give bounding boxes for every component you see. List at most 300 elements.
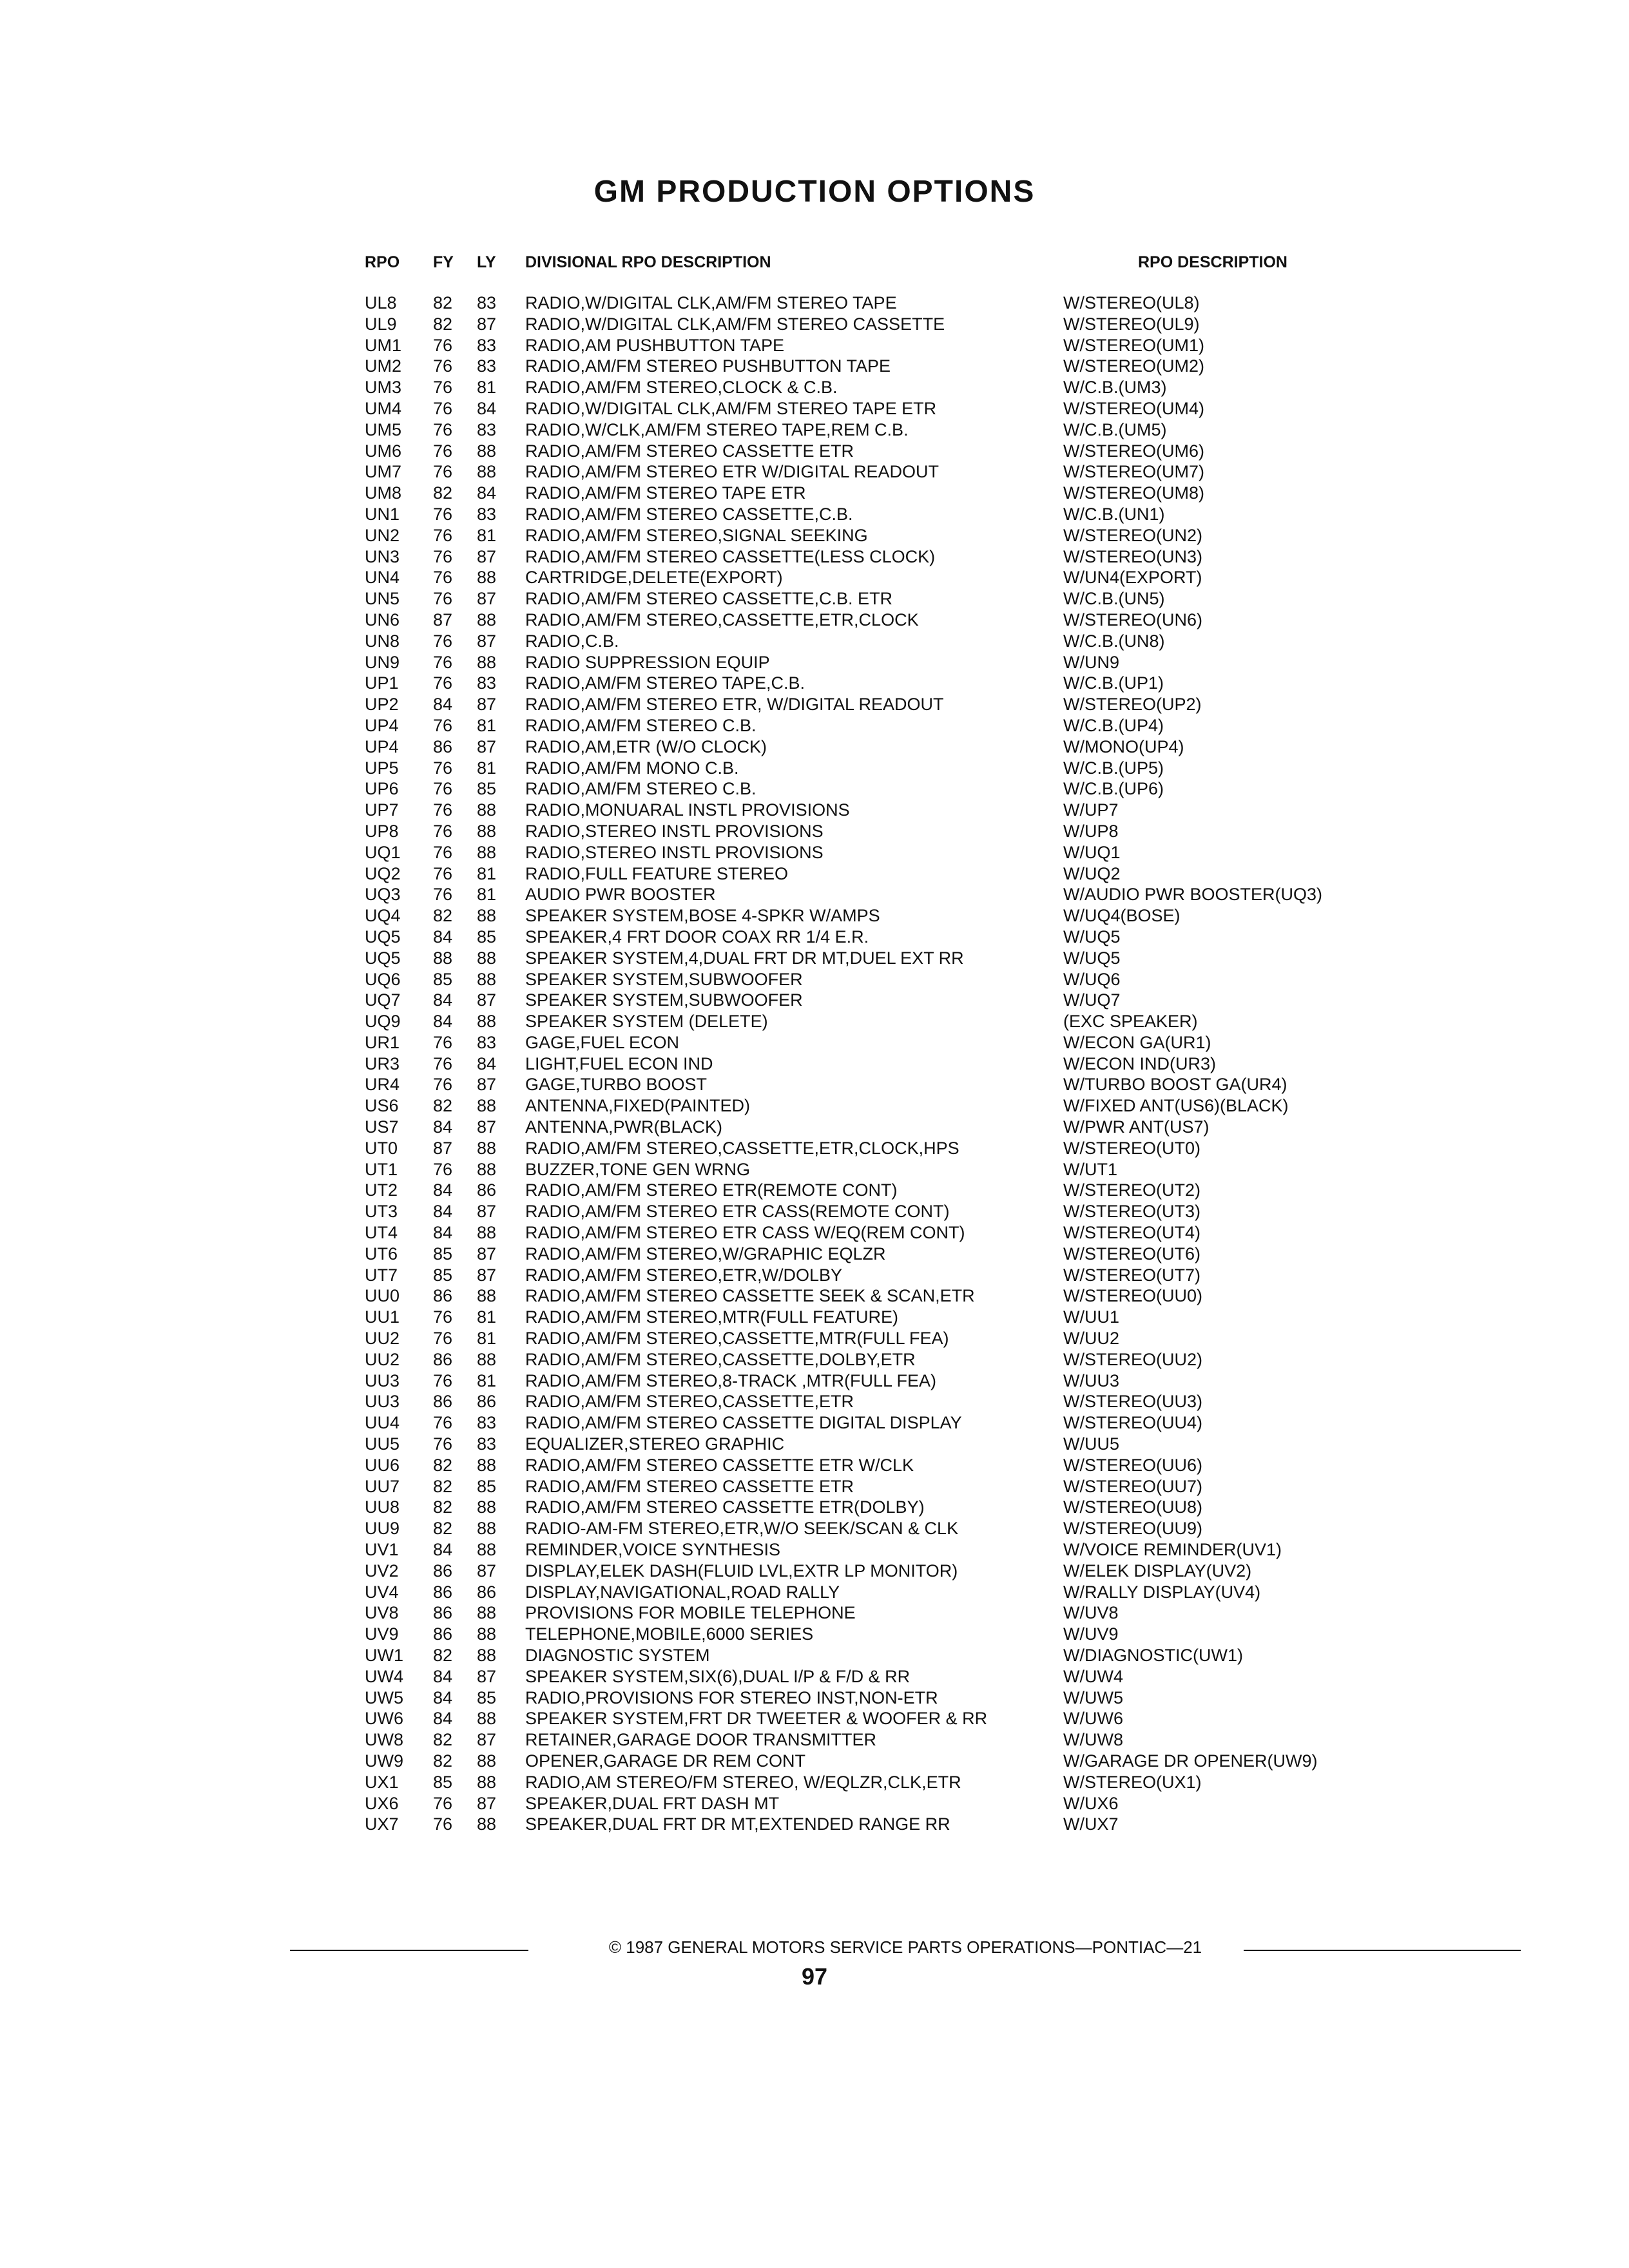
table-row xyxy=(0,1349,1629,1370)
cell-divisional-description: SPEAKER SYSTEM,BOSE 4-SPKR W/AMPS xyxy=(525,906,880,926)
cell-rpo-description: W/STEREO(UM6) xyxy=(1063,441,1204,461)
cell-ly: 83 xyxy=(477,1413,497,1433)
cell-rpo: UV8 xyxy=(365,1603,399,1623)
cell-rpo-description: W/C.B.(UM3) xyxy=(1063,378,1167,398)
cell-ly: 88 xyxy=(477,1624,497,1644)
cell-rpo-description: W/STEREO(UM2) xyxy=(1063,356,1204,376)
cell-divisional-description: RADIO,AM/FM STEREO TAPE,C.B. xyxy=(525,673,805,693)
cell-fy: 76 xyxy=(433,885,453,905)
cell-rpo-description: W/UN4(EXPORT) xyxy=(1063,568,1202,588)
cell-ly: 85 xyxy=(477,927,497,947)
cell-rpo-description: W/STEREO(UT6) xyxy=(1063,1244,1200,1264)
cell-rpo: UP4 xyxy=(365,736,399,756)
cell-fy: 84 xyxy=(433,927,453,947)
cell-divisional-description: RADIO,W/DIGITAL CLK,AM/FM STEREO CASSETTE xyxy=(525,314,945,334)
header-ly: LY xyxy=(477,253,496,271)
cell-fy: 84 xyxy=(433,695,453,715)
cell-divisional-description: EQUALIZER,STEREO GRAPHIC xyxy=(525,1434,785,1454)
cell-rpo-description: W/STEREO(UL9) xyxy=(1063,314,1200,334)
cell-divisional-description: RADIO,AM/FM STEREO,MTR(FULL FEATURE) xyxy=(525,1307,899,1327)
cell-rpo: UT4 xyxy=(365,1223,398,1243)
cell-rpo: US6 xyxy=(365,1096,399,1116)
cell-divisional-description: RADIO,AM/FM MONO C.B. xyxy=(525,758,739,778)
cell-rpo: UM3 xyxy=(365,378,402,398)
cell-rpo-description: W/STEREO(UM8) xyxy=(1063,483,1204,503)
cell-rpo: UQ6 xyxy=(365,969,401,989)
cell-divisional-description: RADIO,AM/FM STEREO,CASSETTE,ETR xyxy=(525,1392,854,1412)
cell-fy: 76 xyxy=(433,1075,453,1095)
cell-rpo: UX6 xyxy=(365,1793,399,1813)
table-row xyxy=(0,377,1629,398)
cell-rpo: UU7 xyxy=(365,1476,400,1496)
cell-fy: 86 xyxy=(433,1286,453,1306)
header-rpo-description: RPO DESCRIPTION xyxy=(1138,253,1287,271)
cell-divisional-description: DISPLAY,ELEK DASH(FLUID LVL,EXTR LP MONITOR) xyxy=(525,1561,958,1581)
table-row xyxy=(0,1455,1629,1476)
cell-divisional-description: RADIO,AM/FM STEREO CASSETTE ETR(DOLBY) xyxy=(525,1497,925,1517)
cell-rpo: UX7 xyxy=(365,1814,399,1834)
cell-fy: 82 xyxy=(433,1646,453,1665)
table-row xyxy=(0,483,1629,504)
cell-rpo: UW4 xyxy=(365,1666,403,1686)
table-row xyxy=(0,1708,1629,1729)
cell-divisional-description: PROVISIONS FOR MOBILE TELEPHONE xyxy=(525,1603,856,1623)
table-row xyxy=(0,1497,1629,1518)
cell-rpo-description: W/UV8 xyxy=(1063,1603,1119,1623)
cell-rpo: UN5 xyxy=(365,589,400,609)
table-row xyxy=(0,1561,1629,1582)
table-row xyxy=(0,863,1629,885)
cell-fy: 76 xyxy=(433,398,453,418)
cell-ly: 83 xyxy=(477,356,497,376)
cell-fy: 82 xyxy=(433,293,453,312)
table-row xyxy=(0,842,1629,863)
table-row xyxy=(0,1624,1629,1645)
table-row xyxy=(0,1307,1629,1328)
cell-ly: 88 xyxy=(477,1096,497,1116)
cell-rpo: UP4 xyxy=(365,715,399,735)
cell-rpo: US7 xyxy=(365,1117,399,1137)
cell-rpo-description: W/UV9 xyxy=(1063,1624,1119,1644)
page-title: GM PRODUCTION OPTIONS xyxy=(593,175,1036,209)
cell-rpo: UW8 xyxy=(365,1730,403,1750)
cell-ly: 84 xyxy=(477,398,497,418)
cell-rpo-description: W/ECON IND(UR3) xyxy=(1063,1053,1216,1073)
cell-rpo: UP2 xyxy=(365,695,399,715)
table-row xyxy=(0,1518,1629,1539)
cell-rpo-description: W/C.B.(UP6) xyxy=(1063,779,1164,799)
cell-rpo-description: W/UQ6 xyxy=(1063,969,1121,989)
cell-fy: 76 xyxy=(433,525,453,545)
cell-ly: 88 xyxy=(477,1603,497,1623)
cell-rpo-description: W/STEREO(UU8) xyxy=(1063,1497,1202,1517)
cell-rpo: UM6 xyxy=(365,441,402,461)
cell-rpo: UU6 xyxy=(365,1455,400,1475)
table-row xyxy=(0,1180,1629,1201)
cell-fy: 84 xyxy=(433,1202,453,1222)
cell-rpo: UL9 xyxy=(365,314,397,334)
cell-divisional-description: RADIO,AM/FM STEREO CASSETTE,C.B. xyxy=(525,504,853,524)
table-row xyxy=(0,1265,1629,1286)
table-row xyxy=(0,652,1629,673)
cell-rpo-description: W/STEREO(UT7) xyxy=(1063,1265,1200,1285)
cell-rpo: UN6 xyxy=(365,610,400,629)
cell-divisional-description: AUDIO PWR BOOSTER xyxy=(525,885,716,905)
cell-rpo: UQ5 xyxy=(365,927,401,947)
table-row xyxy=(0,1095,1629,1117)
table-row xyxy=(0,588,1629,610)
table-row xyxy=(0,1011,1629,1032)
cell-fy: 76 xyxy=(433,652,453,672)
table-row xyxy=(0,969,1629,990)
cell-rpo-description: W/DIAGNOSTIC(UW1) xyxy=(1063,1646,1243,1665)
cell-ly: 83 xyxy=(477,293,497,312)
cell-ly: 85 xyxy=(477,1687,497,1707)
table-row xyxy=(0,1244,1629,1265)
cell-ly: 87 xyxy=(477,631,497,651)
cell-fy: 76 xyxy=(433,356,453,376)
cell-rpo-description: W/STEREO(UT4) xyxy=(1063,1223,1200,1243)
cell-rpo-description: W/STEREO(UL8) xyxy=(1063,293,1200,312)
cell-ly: 83 xyxy=(477,335,497,355)
cell-rpo-description: W/STEREO(UU2) xyxy=(1063,1349,1202,1369)
cell-rpo-description: W/STEREO(UN3) xyxy=(1063,546,1202,566)
cell-ly: 81 xyxy=(477,1307,497,1327)
cell-rpo: UU8 xyxy=(365,1497,400,1517)
cell-rpo: UQ9 xyxy=(365,1012,401,1032)
cell-rpo: UN3 xyxy=(365,546,400,566)
table-row xyxy=(0,927,1629,948)
table-row xyxy=(0,1138,1629,1159)
cell-rpo-description: W/ECON GA(UR1) xyxy=(1063,1032,1211,1052)
cell-rpo: UQ2 xyxy=(365,863,401,883)
cell-fy: 85 xyxy=(433,1265,453,1285)
table-row xyxy=(0,715,1629,736)
cell-rpo-description: W/C.B.(UN8) xyxy=(1063,631,1165,651)
cell-ly: 87 xyxy=(477,1730,497,1750)
cell-rpo: UV2 xyxy=(365,1561,399,1581)
cell-rpo-description: W/UQ5 xyxy=(1063,927,1121,947)
cell-rpo-description: W/UQ4(BOSE) xyxy=(1063,906,1181,926)
cell-divisional-description: SPEAKER SYSTEM (DELETE) xyxy=(525,1012,768,1032)
cell-rpo: UU3 xyxy=(365,1392,400,1412)
cell-ly: 88 xyxy=(477,1497,497,1517)
cell-rpo-description: W/UW8 xyxy=(1063,1730,1123,1750)
cell-ly: 86 xyxy=(477,1392,497,1412)
cell-fy: 76 xyxy=(433,1329,453,1349)
page-number: 97 xyxy=(801,1963,828,1990)
cell-rpo-description: W/UP7 xyxy=(1063,800,1119,820)
table-row xyxy=(0,905,1629,927)
footer-text: © 1987 GENERAL MOTORS SERVICE PARTS OPERATIONS—PONTIAC—21 xyxy=(608,1937,1202,1957)
table-row xyxy=(0,1117,1629,1138)
cell-rpo: UN8 xyxy=(365,631,400,651)
cell-divisional-description: SPEAKER,DUAL FRT DR MT,EXTENDED RANGE RR xyxy=(525,1814,950,1834)
table-row xyxy=(0,1074,1629,1095)
cell-fy: 76 xyxy=(433,504,453,524)
footer-rule-right xyxy=(1244,1950,1521,1951)
cell-rpo: UX1 xyxy=(365,1772,399,1792)
cell-fy: 76 xyxy=(433,1159,453,1179)
cell-ly: 88 xyxy=(477,800,497,820)
cell-divisional-description: SPEAKER SYSTEM,SIX(6),DUAL I/P & F/D & RR xyxy=(525,1666,911,1686)
cell-rpo: UU2 xyxy=(365,1349,400,1369)
cell-fy: 85 xyxy=(433,1244,453,1264)
cell-ly: 88 xyxy=(477,1540,497,1560)
table-row xyxy=(0,1772,1629,1793)
table-row xyxy=(0,884,1629,905)
cell-fy: 76 xyxy=(433,546,453,566)
cell-rpo: UV9 xyxy=(365,1624,399,1644)
cell-fy: 84 xyxy=(433,1687,453,1707)
table-row xyxy=(0,990,1629,1011)
cell-ly: 81 xyxy=(477,525,497,545)
cell-rpo: UT7 xyxy=(365,1265,398,1285)
table-row xyxy=(0,610,1629,631)
cell-divisional-description: RADIO,AM/FM STEREO ETR CASS(REMOTE CONT) xyxy=(525,1202,950,1222)
cell-rpo: UN2 xyxy=(365,525,400,545)
cell-rpo-description: W/STEREO(UM4) xyxy=(1063,398,1204,418)
cell-divisional-description: RADIO,AM/FM STEREO C.B. xyxy=(525,715,757,735)
cell-fy: 82 xyxy=(433,483,453,503)
cell-rpo-description: W/PWR ANT(US7) xyxy=(1063,1117,1210,1137)
cell-rpo-description: W/C.B.(UP1) xyxy=(1063,673,1164,693)
cell-rpo-description: W/STEREO(UU6) xyxy=(1063,1455,1202,1475)
cell-fy: 76 xyxy=(433,1032,453,1052)
cell-divisional-description: RADIO,STEREO INSTL PROVISIONS xyxy=(525,842,824,862)
cell-fy: 85 xyxy=(433,969,453,989)
cell-fy: 76 xyxy=(433,568,453,588)
cell-rpo-description: W/STEREO(UM7) xyxy=(1063,462,1204,482)
cell-ly: 85 xyxy=(477,779,497,799)
table-row xyxy=(0,1582,1629,1603)
cell-fy: 76 xyxy=(433,631,453,651)
cell-rpo-description: W/FIXED ANT(US6)(BLACK) xyxy=(1063,1096,1289,1116)
cell-fy: 76 xyxy=(433,863,453,883)
cell-fy: 76 xyxy=(433,1793,453,1813)
cell-rpo-description: W/UX6 xyxy=(1063,1793,1119,1813)
cell-rpo-description: W/UN9 xyxy=(1063,652,1119,672)
table-row xyxy=(0,314,1629,335)
cell-rpo: UP5 xyxy=(365,758,399,778)
table-row xyxy=(0,398,1629,419)
table-row xyxy=(0,504,1629,525)
cell-ly: 87 xyxy=(477,1244,497,1264)
cell-fy: 86 xyxy=(433,1349,453,1369)
cell-fy: 76 xyxy=(433,842,453,862)
cell-ly: 88 xyxy=(477,1455,497,1475)
cell-divisional-description: RADIO,AM/FM STEREO ETR W/DIGITAL READOUT xyxy=(525,462,940,482)
cell-divisional-description: RADIO,AM/FM STEREO,8-TRACK ,MTR(FULL FEA) xyxy=(525,1370,937,1390)
cell-fy: 86 xyxy=(433,1561,453,1581)
cell-divisional-description: RADIO,AM,ETR (W/O CLOCK) xyxy=(525,736,767,756)
cell-fy: 76 xyxy=(433,1434,453,1454)
cell-ly: 83 xyxy=(477,673,497,693)
cell-fy: 82 xyxy=(433,1751,453,1771)
cell-rpo: UW1 xyxy=(365,1646,403,1665)
cell-ly: 83 xyxy=(477,504,497,524)
table-row xyxy=(0,1751,1629,1772)
cell-ly: 87 xyxy=(477,1117,497,1137)
cell-fy: 76 xyxy=(433,673,453,693)
table-row xyxy=(0,1285,1629,1307)
cell-rpo: UQ3 xyxy=(365,885,401,905)
cell-divisional-description: GAGE,FUEL ECON xyxy=(525,1032,680,1052)
table-row xyxy=(0,736,1629,758)
cell-fy: 85 xyxy=(433,1772,453,1792)
cell-ly: 81 xyxy=(477,885,497,905)
table-row xyxy=(0,1222,1629,1244)
cell-divisional-description: RADIO,W/DIGITAL CLK,AM/FM STEREO TAPE ETR xyxy=(525,398,937,418)
table-row xyxy=(0,461,1629,483)
cell-rpo: UU4 xyxy=(365,1413,400,1433)
cell-ly: 88 xyxy=(477,821,497,841)
cell-divisional-description: BUZZER,TONE GEN WRNG xyxy=(525,1159,751,1179)
cell-rpo: UN1 xyxy=(365,504,400,524)
cell-fy: 76 xyxy=(433,335,453,355)
cell-divisional-description: RADIO,AM/FM STEREO CASSETTE ETR W/CLK xyxy=(525,1455,914,1475)
cell-divisional-description: RADIO,AM/FM STEREO,CASSETTE,MTR(FULL FEA) xyxy=(525,1329,949,1349)
cell-rpo: UQ7 xyxy=(365,990,401,1010)
cell-divisional-description: SPEAKER SYSTEM,SUBWOOFER xyxy=(525,990,803,1010)
cell-rpo: UU2 xyxy=(365,1329,400,1349)
cell-divisional-description: RADIO,AM/FM STEREO CASSETTE,C.B. ETR xyxy=(525,589,893,609)
cell-divisional-description: RADIO,AM/FM STEREO,CASSETTE,ETR,CLOCK xyxy=(525,610,919,629)
table-row xyxy=(0,546,1629,568)
table-row xyxy=(0,948,1629,969)
cell-ly: 88 xyxy=(477,568,497,588)
cell-ly: 87 xyxy=(477,736,497,756)
cell-fy: 76 xyxy=(433,441,453,461)
cell-fy: 82 xyxy=(433,314,453,334)
cell-fy: 82 xyxy=(433,1096,453,1116)
table-row xyxy=(0,1476,1629,1497)
cell-ly: 87 xyxy=(477,1075,497,1095)
cell-divisional-description: DIAGNOSTIC SYSTEM xyxy=(525,1646,710,1665)
cell-divisional-description: REMINDER,VOICE SYNTHESIS xyxy=(525,1540,781,1560)
cell-divisional-description: SPEAKER SYSTEM,SUBWOOFER xyxy=(525,969,803,989)
cell-divisional-description: RADIO,AM/FM STEREO,W/GRAPHIC EQLZR xyxy=(525,1244,886,1264)
cell-rpo-description: W/STEREO(UU3) xyxy=(1063,1392,1202,1412)
cell-rpo-description: W/UU3 xyxy=(1063,1370,1119,1390)
cell-rpo-description: (EXC SPEAKER) xyxy=(1063,1012,1198,1032)
table-row xyxy=(0,1539,1629,1561)
cell-fy: 76 xyxy=(433,378,453,398)
cell-divisional-description: RADIO,AM/FM STEREO ETR, W/DIGITAL READOUT xyxy=(525,695,944,715)
cell-ly: 88 xyxy=(477,1709,497,1729)
cell-divisional-description: RADIO,AM/FM STEREO ETR(REMOTE CONT) xyxy=(525,1180,898,1200)
cell-rpo: UT6 xyxy=(365,1244,398,1264)
cell-rpo-description: W/UW4 xyxy=(1063,1666,1123,1686)
cell-rpo: UL8 xyxy=(365,293,397,312)
table-row xyxy=(0,1412,1629,1434)
cell-rpo: UP6 xyxy=(365,779,399,799)
cell-ly: 87 xyxy=(477,990,497,1010)
cell-divisional-description: RADIO,MONUARAL INSTL PROVISIONS xyxy=(525,800,850,820)
cell-fy: 76 xyxy=(433,589,453,609)
cell-fy: 82 xyxy=(433,1497,453,1517)
cell-divisional-description: RADIO,AM/FM STEREO CASSETTE ETR xyxy=(525,1476,854,1496)
cell-fy: 86 xyxy=(433,1582,453,1602)
cell-rpo: UR4 xyxy=(365,1075,400,1095)
cell-rpo-description: W/UP8 xyxy=(1063,821,1119,841)
cell-divisional-description: RADIO,W/DIGITAL CLK,AM/FM STEREO TAPE xyxy=(525,293,897,312)
cell-rpo: UW9 xyxy=(365,1751,403,1771)
table-row xyxy=(0,1602,1629,1624)
cell-rpo-description: W/UU1 xyxy=(1063,1307,1119,1327)
cell-rpo: UV1 xyxy=(365,1540,399,1560)
cell-rpo-description: W/UU5 xyxy=(1063,1434,1119,1454)
table-row xyxy=(0,1645,1629,1666)
cell-fy: 87 xyxy=(433,610,453,629)
header-divisional-description: DIVISIONAL RPO DESCRIPTION xyxy=(525,253,771,271)
cell-ly: 87 xyxy=(477,1793,497,1813)
table-row xyxy=(0,631,1629,652)
table-row xyxy=(0,1201,1629,1222)
table-row xyxy=(0,800,1629,821)
cell-ly: 88 xyxy=(477,1223,497,1243)
cell-fy: 84 xyxy=(433,1012,453,1032)
cell-rpo-description: W/UX7 xyxy=(1063,1814,1119,1834)
table-row xyxy=(0,1434,1629,1455)
cell-ly: 88 xyxy=(477,1519,497,1539)
cell-ly: 81 xyxy=(477,715,497,735)
cell-divisional-description: RADIO,AM/FM STEREO,SIGNAL SEEKING xyxy=(525,525,868,545)
cell-divisional-description: RADIO,W/CLK,AM/FM STEREO TAPE,REM C.B. xyxy=(525,419,909,439)
cell-ly: 83 xyxy=(477,1032,497,1052)
cell-rpo-description: W/STEREO(UN2) xyxy=(1063,525,1202,545)
cell-divisional-description: RADIO,C.B. xyxy=(525,631,619,651)
cell-ly: 88 xyxy=(477,906,497,926)
cell-fy: 84 xyxy=(433,1709,453,1729)
cell-divisional-description: LIGHT,FUEL ECON IND xyxy=(525,1053,713,1073)
cell-rpo: UN4 xyxy=(365,568,400,588)
cell-fy: 82 xyxy=(433,1476,453,1496)
cell-divisional-description: RADIO,AM PUSHBUTTON TAPE xyxy=(525,335,785,355)
cell-rpo: UV4 xyxy=(365,1582,399,1602)
cell-rpo: UM5 xyxy=(365,419,402,439)
cell-rpo: UU5 xyxy=(365,1434,400,1454)
cell-rpo: UT2 xyxy=(365,1180,398,1200)
cell-ly: 88 xyxy=(477,1646,497,1665)
table-row xyxy=(0,1370,1629,1392)
cell-rpo-description: W/UT1 xyxy=(1063,1159,1117,1179)
cell-ly: 88 xyxy=(477,1012,497,1032)
cell-rpo-description: W/MONO(UP4) xyxy=(1063,736,1184,756)
table-row xyxy=(0,821,1629,842)
cell-rpo: UQ1 xyxy=(365,842,401,862)
cell-fy: 82 xyxy=(433,906,453,926)
table-row xyxy=(0,1032,1629,1053)
cell-ly: 88 xyxy=(477,1138,497,1158)
cell-ly: 88 xyxy=(477,1814,497,1834)
cell-fy: 84 xyxy=(433,1117,453,1137)
cell-fy: 88 xyxy=(433,948,453,968)
cell-fy: 76 xyxy=(433,462,453,482)
table-row xyxy=(0,525,1629,546)
cell-divisional-description: ANTENNA,PWR(BLACK) xyxy=(525,1117,723,1137)
table-row xyxy=(0,1666,1629,1687)
table-row xyxy=(0,1053,1629,1075)
cell-fy: 87 xyxy=(433,1138,453,1158)
cell-rpo-description: W/ELEK DISPLAY(UV2) xyxy=(1063,1561,1252,1581)
cell-rpo: UM1 xyxy=(365,335,402,355)
table-row xyxy=(0,1793,1629,1814)
cell-rpo-description: W/VOICE REMINDER(UV1) xyxy=(1063,1540,1282,1560)
cell-divisional-description: CARTRIDGE,DELETE(EXPORT) xyxy=(525,568,783,588)
cell-divisional-description: SPEAKER,4 FRT DOOR COAX RR 1/4 E.R. xyxy=(525,927,869,947)
table-row xyxy=(0,1814,1629,1835)
